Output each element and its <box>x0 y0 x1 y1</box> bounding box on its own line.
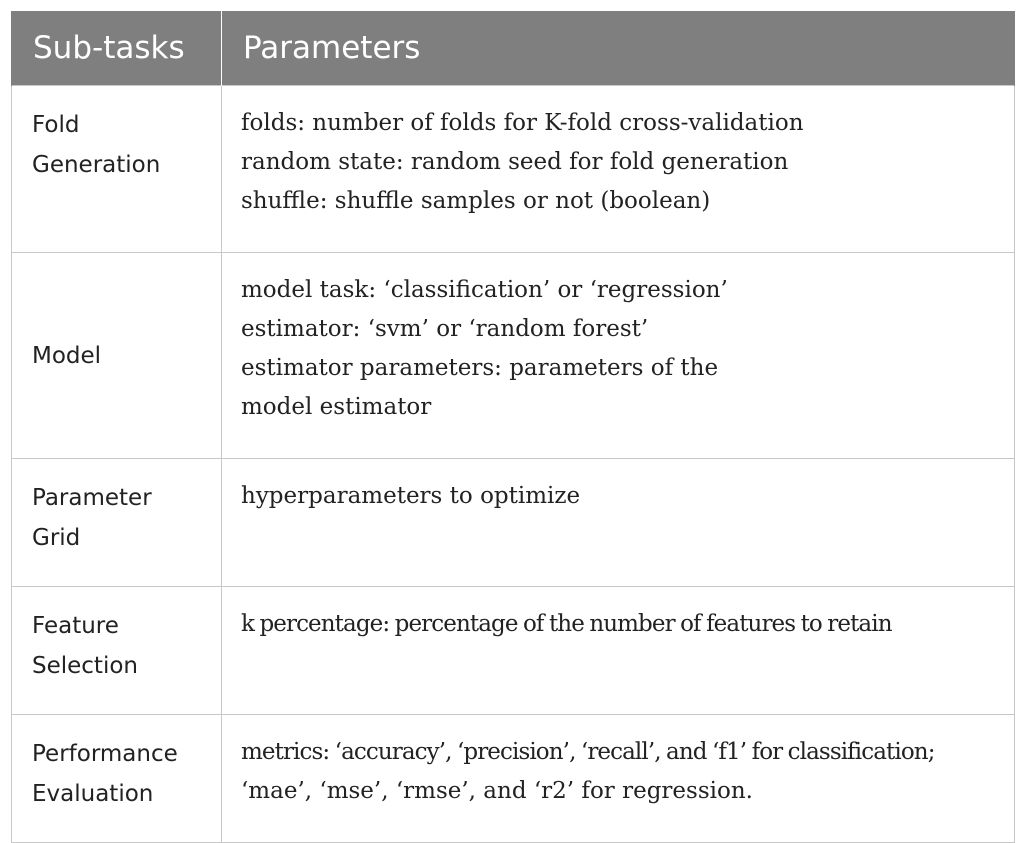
parameter-line: shuffle: shuffle samples or not (boolean) <box>241 188 711 214</box>
subtask-label: Grid <box>32 525 81 551</box>
table-header-row <box>12 11 1015 86</box>
parameters-cell <box>222 253 1015 459</box>
parameter-line: estimator parameters: parameters of the <box>241 355 719 381</box>
parameter-line: folds: number of folds for K-fold cross-validation <box>241 110 804 136</box>
header-parameters: Parameters <box>222 11 1015 86</box>
subtask-label: Fold <box>32 112 80 138</box>
table-row <box>12 253 1015 459</box>
table-row <box>12 459 1015 587</box>
subtask-cell <box>12 715 222 843</box>
subtask-label: Evaluation <box>32 781 154 807</box>
subtask-label: Performance <box>32 741 178 767</box>
parameters-table <box>11 11 1015 843</box>
table-row <box>12 86 1015 253</box>
parameters-cell <box>222 715 1015 843</box>
parameter-line: model estimator <box>241 394 432 420</box>
table-row <box>12 587 1015 715</box>
parameter-line: k percentage: percentage of the number of features to retain <box>241 611 892 637</box>
parameter-line: estimator: ‘svm’ or ‘random forest’ <box>241 316 649 342</box>
subtask-label: Generation <box>32 152 161 178</box>
parameter-line: metrics: ‘accuracy’, ‘precision’, ‘recall’, and ‘f1’ for classification; <box>241 739 935 765</box>
parameter-line: model task: ‘classification’ or ‘regression’ <box>241 277 728 303</box>
parameter-line: hyperparameters to optimize <box>241 483 581 509</box>
subtask-cell <box>12 253 222 459</box>
parameters-cell <box>222 587 1015 715</box>
subtask-label: Parameter <box>32 485 152 511</box>
subtask-label: Feature <box>32 613 119 639</box>
subtask-label: Selection <box>32 653 138 679</box>
parameters-cell <box>222 86 1015 253</box>
parameter-line: ‘mae’, ‘mse’, ‘rmse’, and ‘r2’ for regression. <box>241 778 753 804</box>
parameters-table-container <box>11 11 1014 843</box>
header-sub-tasks: Sub-tasks <box>12 11 222 86</box>
parameter-line: random state: random seed for fold generation <box>241 149 789 175</box>
subtask-cell <box>12 86 222 253</box>
subtask-label: Model <box>32 342 102 369</box>
subtask-cell <box>12 587 222 715</box>
subtask-cell <box>12 459 222 587</box>
parameters-cell <box>222 459 1015 587</box>
table-row <box>12 715 1015 843</box>
